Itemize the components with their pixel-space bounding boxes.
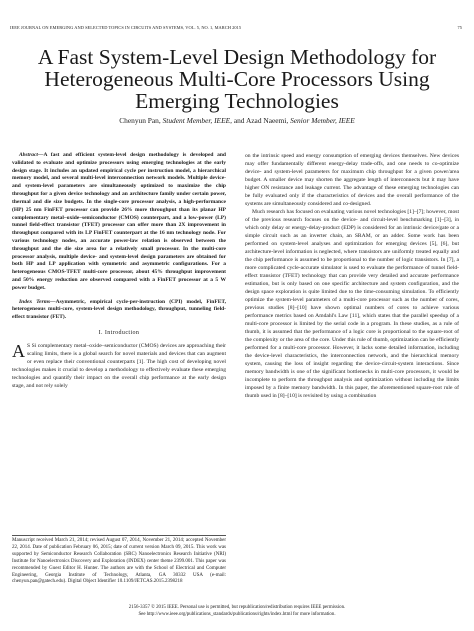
- index-terms-lead: Index Terms—: [19, 298, 56, 305]
- index-terms: [12, 299, 226, 322]
- copyright-footer: [12, 604, 462, 618]
- abstract-lead: Abstract—: [19, 152, 44, 158]
- author-1-name: Chenyun Pan,: [119, 116, 161, 125]
- journal-name: IEEE JOURNAL ON EMERGING AND SELECTED TOPICS IN CIRCUITS AND SYSTEMS, VOL. 5, NO. 1, MARCH 2015: [10, 25, 242, 30]
- author-2-role: Senior Member, IEEE: [290, 116, 355, 125]
- title-line-1: A Fast System-Level Design Methodology for: [37, 45, 437, 69]
- footnote-text: Manuscript received March 21, 2014; revised August 07, 2014, November 21, 2014; accepted November 22, 2014. Date of publication February 06, 2015; date of current version March 09, 2015. This work was supported by Semiconductor Research Collaboration (SRC) Nanoelectronics Research Initiative (NRI) Institute for Nanoelectronics Discovery and Exploration (INDEX) center theme 2399.001. This paper was recommended by Guest Editor H. Hunter. The authors are with the School of Electrical and Computer Engineering, Georgia Institute of Technology, Atlanta, GA 30332 USA (e-mail: chenyun.pan@gatech.edu). Digital Object Identifier 10.1109/JETCAS.2015.2398218: [12, 538, 226, 585]
- introduction-body: [12, 342, 226, 390]
- title-line-2: Heterogeneous Multi-Core Processors Using: [44, 67, 430, 91]
- title-line-3: Emerging Technologies: [135, 89, 339, 113]
- author-2-name: Azad Naeemi,: [245, 116, 289, 125]
- copyright-line-1: 2156-3357 © 2015 IEEE. Personal use is permitted, but republication/redistribution requires IEEE permission.: [128, 605, 346, 610]
- author-line: [20, 116, 454, 125]
- abstract-text: A fast and efficient system-level design methodology is developed and validated to evaluate and optimize processors using emerging technologies at the early design stage. It includes an updated empirical cycle per instruction model, a hierarchical memory model, and several multi-level interconnection network models. Multiple device- and system-level parameters are simultaneously optimized to maximize the chip throughput for a given device technology and an architecture family under certain power, thermal and die size budgets. In the single-core processor analysis, a high-performance (HP) 25 nm FinFET processor can provide 26% more throughput than its planar HP complementary metal–oxide–semiconductor (CMOS) counterpart, and a low-power (LP) tunnel field-effect transistor (TFET) processor can offer more than 2X improvement in throughput compared with its LP FinFET counterpart at the 16 nm technology node. For various technology nodes, an accurate power-law relation is observed between the throughput and the die size area for a relatively small processor. In the multi-core processor analysis, multiple device- and system-level design parameters are obtained for both HP and LP application with symmetric and asymmetric configurations. For a heterogeneous CMOS-TFET multi-core processor, about 45% throughput improvement and 50% energy reduction are observed compared with a FinFET processor at a 5 W power budget.: [12, 152, 226, 291]
- footnote: [12, 535, 226, 586]
- index-terms-text: Asymmetric, empirical cycle-per-instruction (CPI) model, FinFET, heterogeneous multi-core, system-level design methodology, throughput, tunneling field-effect transistor (FET).: [12, 298, 226, 321]
- page-number: 75: [457, 25, 462, 30]
- author-1-role: Student Member, IEEE,: [162, 116, 232, 125]
- paper-title: [20, 46, 454, 112]
- copyright-line-2: See http://www.ieee.org/publications_standards/publications/rights/index.html for more information.: [138, 612, 336, 617]
- running-header: [10, 25, 462, 33]
- drop-cap: A: [12, 341, 25, 362]
- abstract: [12, 152, 226, 293]
- right-column: [245, 152, 459, 588]
- right-paragraph-1: on the intrinsic speed and energy consumption of emerging devices themselves. New devices may offer fundamentally different energy-delay trade-offs, and one needs to co-optimize device- and system-level parameters for maximum chip throughput for a given power/area budget. A smaller device may shorten the aggregate length of interconnects but it may have higher ON resistance and leakage current. The advantage of these emerging technologies can be fully evaluated only if the characteristics of devices and the overall performance of the systems are simultaneously considered and co-designed.: [245, 153, 459, 207]
- author-conjunction: and: [233, 116, 245, 125]
- introduction-text: S Si complementary metal–oxide–semiconductor (CMOS) devices are approaching their scaling limits, there is a global search for novel materials and devices that can augment or even replace their conventional counterparts [1]. The high cost of developing novel technologies makes it crucial to develop a methodology to effectively evaluate these emerging technologies and quantify their impact on the overall chip performance at the early design stage, and not rely solely: [12, 343, 226, 390]
- right-paragraph-2: Much research has focused on evaluating various novel technologies [1]–[7]; however, most of the previous research focuses on the device- and circuit-level benchmarking [1]–[3], in which only delay or energy-delay-product (EDP) is considered for an intrinsic device/gate or a simple circuit such as an inverter chain, an SRAM, or an adder. Some work has been performed on system-level analyses and optimization for emerging devices [5], [6], but architecture-level information is neglected, where transistors are uniformly treated equally and the chip performance is assumed to be proportional to the number of logic transistors. In [7], a more complicated cycle-accurate simulator is used to evaluate the performance of tunnel field-effect transistor (TFET) technology that can provide very detailed and accurate performance estimation, but is only based on one specific architecture and system configuration, and the design space exploration is quite limited due to the time-consuming simulation. To efficiently optimize the system-level parameters of a multi-core processor such as the number of cores, previous studies [8]–[10] have shown optimal numbers of cores to achieve various performance metrics based on Amdahl's Law [11], which states that the parallel speedup of a multi-core processor is limited by the serial code in a program. In these studies, as a rule of thumb, it is assumed that the performance of a logic core is proportional to the square-root of the complexity or the area of the core. Under this rule of thumb, optimization can be efficiently performed for a multi-core processor. However, it lacks some detailed information, including the device-level characteristics, the interconnection network, and the hierarchical memory system, causing the loss of insight regarding the device-circuit-system interactions. Since memory bandwidth is one of the significant bottlenecks in multi-core processors, it would be incomplete to perform the throughput analysis and optimization without including the limits imposed by a finite memory bandwidth. In this paper, the aforementioned square-root rule of thumb used in [8]–[10] is revisited by using a combination: [245, 209, 459, 399]
- section-heading-introduction: I. Introduction: [98, 330, 140, 337]
- footnote-rule: [12, 535, 226, 536]
